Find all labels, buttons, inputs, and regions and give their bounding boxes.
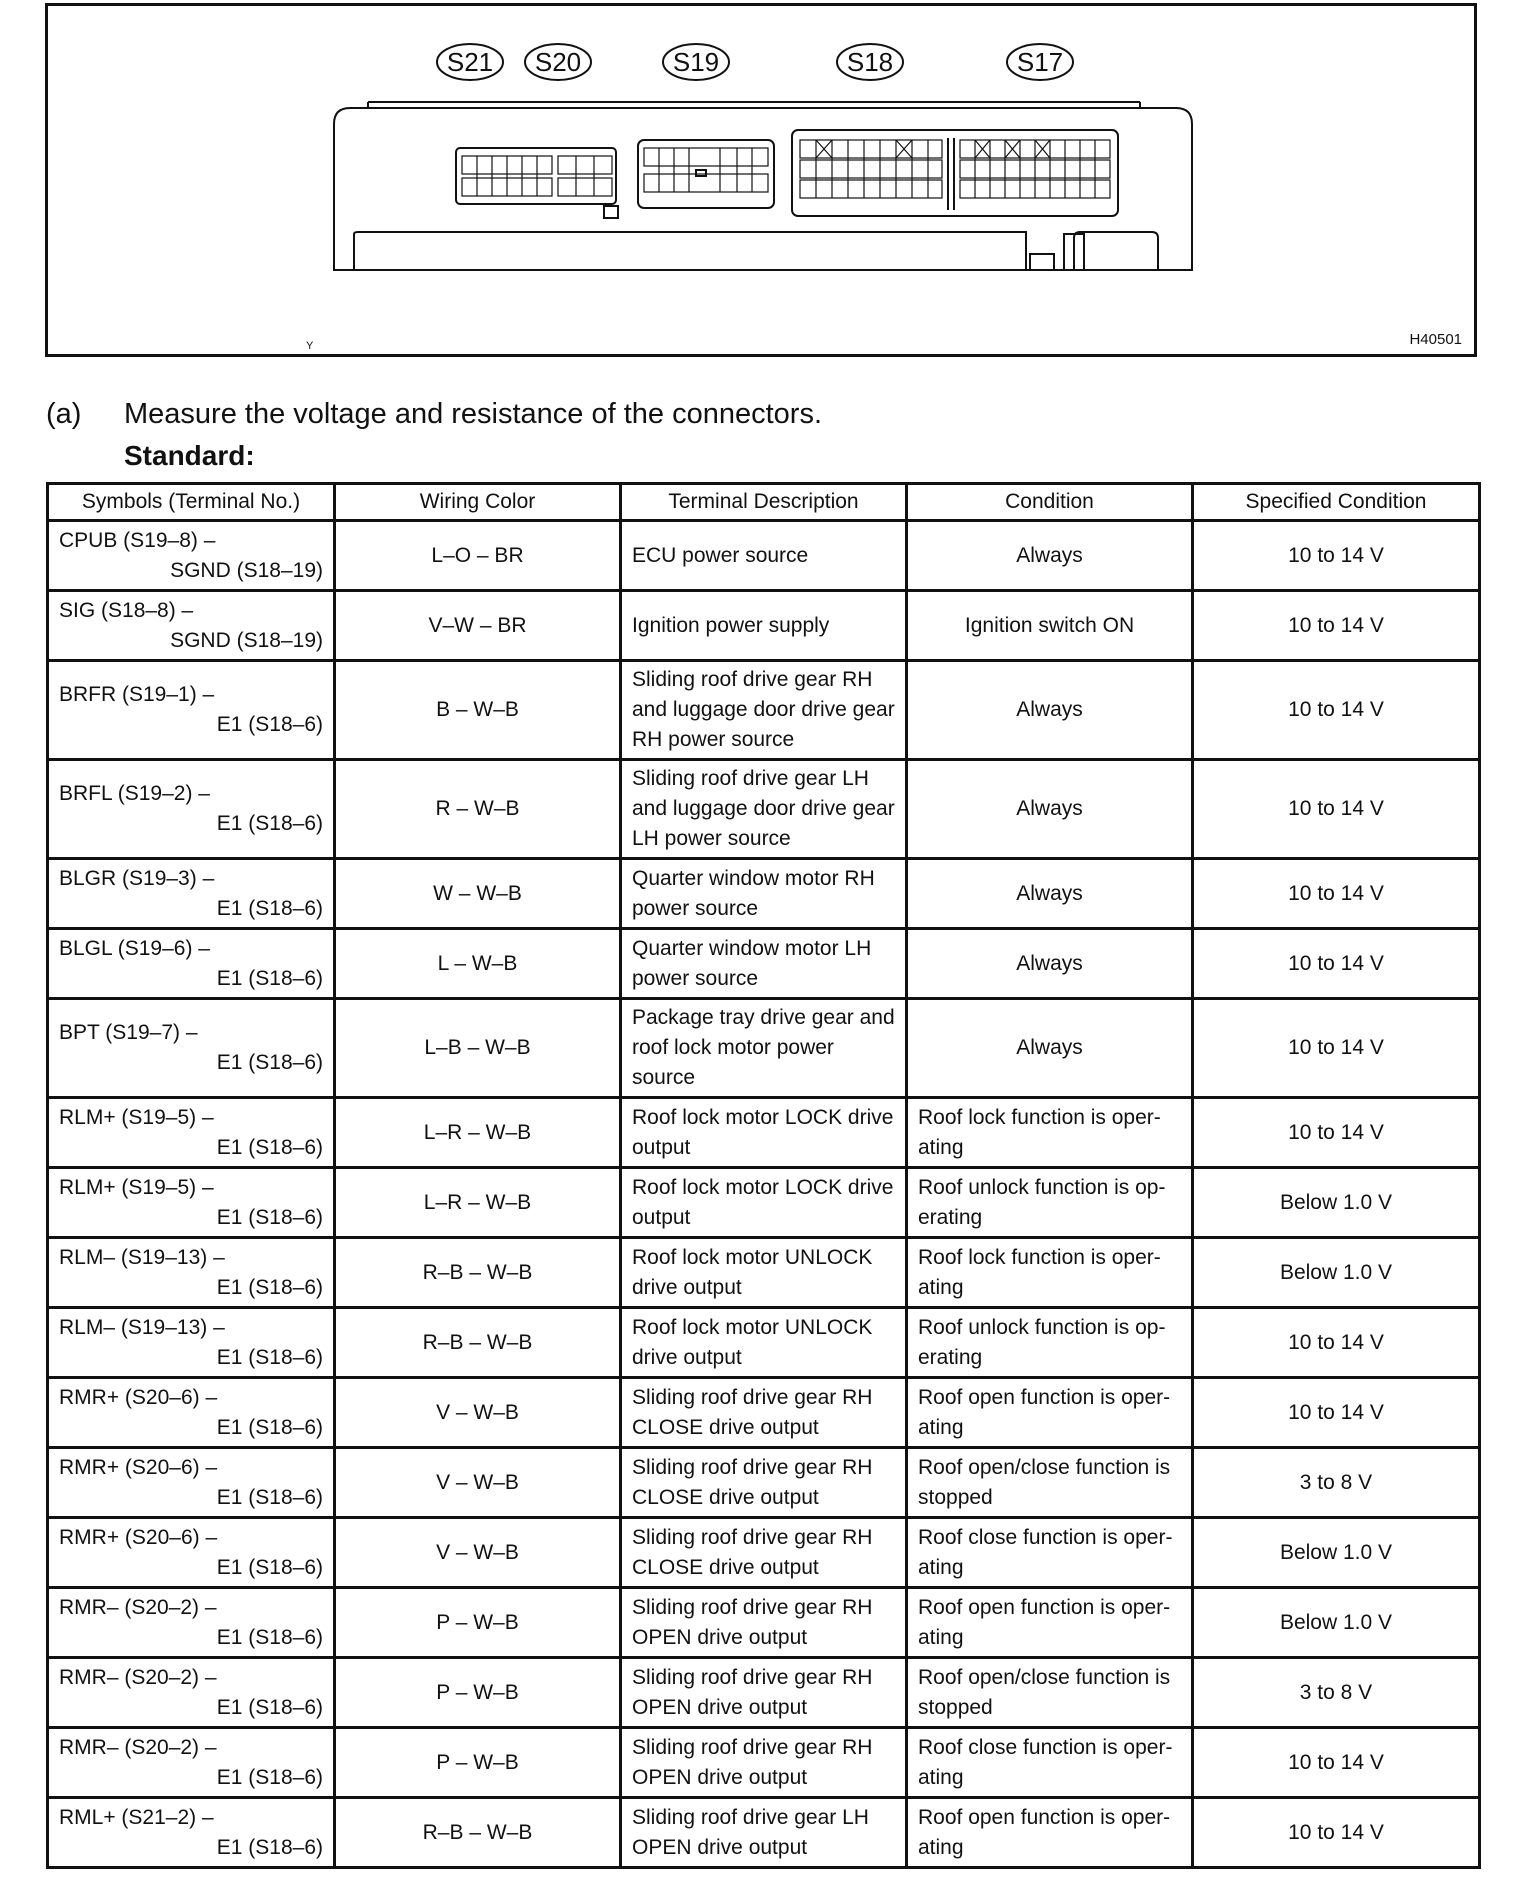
cell-wiring-color: V–W – BR <box>335 591 621 661</box>
symbol-to: E1 (S18–6) <box>216 1835 323 1859</box>
cell-terminal-description: Quarter window motor LH power source <box>621 929 907 999</box>
symbol-from: SIG (S18–8) – <box>59 598 194 622</box>
table-row <box>48 521 1480 591</box>
symbol-to: E1 (S18–6) <box>216 1205 323 1229</box>
table-row <box>48 1308 1480 1378</box>
cell-wiring-color: P – W–B <box>335 1658 621 1728</box>
label-s20: S20 <box>534 47 582 77</box>
cell-condition: Roof open/close function is stopped <box>907 1448 1193 1518</box>
cell-wiring-color: P – W–B <box>335 1728 621 1798</box>
table-row <box>48 760 1480 859</box>
cell-condition: Roof unlock function is op-erating <box>907 1308 1193 1378</box>
header-condition: Condition <box>907 484 1193 521</box>
symbol-from: RMR+ (S20–6) – <box>59 1455 218 1479</box>
cell-symbols <box>48 1168 335 1238</box>
cell-specified-condition: 10 to 14 V <box>1193 661 1480 760</box>
symbol-from: BRFL (S19–2) – <box>59 782 210 805</box>
standard-table <box>46 482 1481 1869</box>
cell-specified-condition: Below 1.0 V <box>1193 1238 1480 1308</box>
symbol-to: E1 (S18–6) <box>216 1135 323 1159</box>
symbol-from: BRFR (S19–1) – <box>59 683 215 706</box>
cell-wiring-color: L–B – W–B <box>335 999 621 1098</box>
cell-symbols <box>48 1518 335 1588</box>
table-row <box>48 1658 1480 1728</box>
cell-symbols <box>48 1448 335 1518</box>
cell-specified-condition: 10 to 14 V <box>1193 1308 1480 1378</box>
cell-specified-condition: 10 to 14 V <box>1193 1378 1480 1448</box>
cell-terminal-description: Sliding roof drive gear RH CLOSE drive output <box>621 1448 907 1518</box>
standard-heading: Standard: <box>124 440 255 471</box>
cell-condition: Always <box>907 661 1193 760</box>
cell-specified-condition: 10 to 14 V <box>1193 591 1480 661</box>
symbol-to: E1 (S18–6) <box>216 1695 323 1719</box>
cell-condition: Roof open function is oper-ating <box>907 1378 1193 1448</box>
label-s17: S17 <box>1016 47 1064 77</box>
cell-terminal-description: Sliding roof drive gear LH and luggage door drive gear LH power source <box>621 760 907 859</box>
cell-terminal-description: Sliding roof drive gear RH OPEN drive output <box>621 1728 907 1798</box>
cell-terminal-description: Roof lock motor UNLOCK drive output <box>621 1308 907 1378</box>
cell-condition: Roof lock function is oper-ating <box>907 1098 1193 1168</box>
cell-terminal-description: Package tray drive gear and roof lock motor power source <box>621 999 907 1098</box>
symbol-to: E1 (S18–6) <box>216 713 323 736</box>
cell-symbols <box>48 1728 335 1798</box>
cell-wiring-color: V – W–B <box>335 1448 621 1518</box>
table-row <box>48 1518 1480 1588</box>
cell-wiring-color: B – W–B <box>335 661 621 760</box>
figure-corner-mark: Y <box>306 340 314 352</box>
symbol-from: BLGR (S19–3) – <box>59 866 215 890</box>
step-text: Measure the voltage and resistance of the connectors. <box>124 398 823 430</box>
cell-wiring-color: R–B – W–B <box>335 1238 621 1308</box>
cell-condition: Roof open function is oper-ating <box>907 1798 1193 1868</box>
cell-condition: Always <box>907 999 1193 1098</box>
symbol-from: RLM– (S19–13) – <box>59 1315 225 1339</box>
cell-condition: Roof close function is oper-ating <box>907 1728 1193 1798</box>
cell-terminal-description: Sliding roof drive gear LH OPEN drive output <box>621 1798 907 1868</box>
table-row <box>48 1798 1480 1868</box>
cell-condition: Always <box>907 521 1193 591</box>
symbol-from: RMR+ (S20–6) – <box>59 1385 218 1409</box>
cell-terminal-description: Roof lock motor UNLOCK drive output <box>621 1238 907 1308</box>
symbol-to: E1 (S18–6) <box>216 966 323 990</box>
symbol-from: BPT (S19–7) – <box>59 1021 198 1044</box>
symbol-from: RLM+ (S19–5) – <box>59 1175 214 1199</box>
cell-specified-condition: 10 to 14 V <box>1193 929 1480 999</box>
cell-condition: Roof close function is oper-ating <box>907 1518 1193 1588</box>
cell-specified-condition: 10 to 14 V <box>1193 1728 1480 1798</box>
cell-condition: Roof lock function is oper-ating <box>907 1238 1193 1308</box>
symbol-from: RMR– (S20–2) – <box>59 1735 217 1759</box>
table-row <box>48 1448 1480 1518</box>
cell-terminal-description: Sliding roof drive gear RH OPEN drive output <box>621 1588 907 1658</box>
cell-symbols <box>48 1798 335 1868</box>
symbol-to: E1 (S18–6) <box>216 1765 323 1789</box>
cell-wiring-color: L–O – BR <box>335 521 621 591</box>
cell-wiring-color: W – W–B <box>335 859 621 929</box>
cell-specified-condition: 10 to 14 V <box>1193 760 1480 859</box>
cell-wiring-color: L–R – W–B <box>335 1168 621 1238</box>
symbol-to: E1 (S18–6) <box>216 812 323 835</box>
header-terminal-description: Terminal Description <box>621 484 907 521</box>
symbol-from: BLGL (S19–6) – <box>59 936 210 960</box>
cell-terminal-description: Roof lock motor LOCK drive output <box>621 1098 907 1168</box>
cell-terminal-description: Sliding roof drive gear RH and luggage door drive gear RH power source <box>621 661 907 760</box>
cell-specified-condition: 3 to 8 V <box>1193 1448 1480 1518</box>
header-symbols: Symbols (Terminal No.) <box>48 484 335 521</box>
cell-wiring-color: L–R – W–B <box>335 1098 621 1168</box>
symbol-from: RLM– (S19–13) – <box>59 1245 225 1269</box>
cell-symbols <box>48 1588 335 1658</box>
label-s18: S18 <box>846 47 894 77</box>
table-row <box>48 1238 1480 1308</box>
cell-terminal-description: Sliding roof drive gear RH CLOSE drive output <box>621 1378 907 1448</box>
symbol-from: RMR– (S20–2) – <box>59 1595 217 1619</box>
cell-specified-condition: Below 1.0 V <box>1193 1168 1480 1238</box>
cell-symbols <box>48 1658 335 1728</box>
cell-specified-condition: 10 to 14 V <box>1193 521 1480 591</box>
table-row <box>48 1168 1480 1238</box>
table-row <box>48 1728 1480 1798</box>
cell-symbols <box>48 521 335 591</box>
table-row <box>48 859 1480 929</box>
symbol-from: RMR+ (S20–6) – <box>59 1525 218 1549</box>
cell-symbols <box>48 1238 335 1308</box>
cell-specified-condition: 10 to 14 V <box>1193 1098 1480 1168</box>
symbol-to: E1 (S18–6) <box>216 896 323 920</box>
cell-symbols <box>48 929 335 999</box>
cell-specified-condition: 10 to 14 V <box>1193 859 1480 929</box>
header-specified-condition: Specified Condition <box>1193 484 1480 521</box>
cell-symbols <box>48 1308 335 1378</box>
symbol-to: E1 (S18–6) <box>216 1625 323 1649</box>
step-label: (a) <box>46 398 82 430</box>
cell-wiring-color: P – W–B <box>335 1588 621 1658</box>
header-wiring-color: Wiring Color <box>335 484 621 521</box>
table-row <box>48 999 1480 1098</box>
table-row <box>48 1098 1480 1168</box>
symbol-to: E1 (S18–6) <box>216 1275 323 1299</box>
cell-condition: Roof unlock function is op-erating <box>907 1168 1193 1238</box>
cell-wiring-color: R–B – W–B <box>335 1798 621 1868</box>
cell-wiring-color: L – W–B <box>335 929 621 999</box>
cell-wiring-color: R – W–B <box>335 760 621 859</box>
cell-terminal-description: Quarter window motor RH power source <box>621 859 907 929</box>
cell-condition: Always <box>907 760 1193 859</box>
cell-symbols <box>48 1098 335 1168</box>
figure-code: H40501 <box>1409 331 1462 348</box>
cell-specified-condition: Below 1.0 V <box>1193 1518 1480 1588</box>
table-row <box>48 929 1480 999</box>
cell-specified-condition: 10 to 14 V <box>1193 999 1480 1098</box>
table-row <box>48 1378 1480 1448</box>
table-row <box>48 591 1480 661</box>
cell-terminal-description: ECU power source <box>621 521 907 591</box>
symbol-from: CPUB (S19–8) – <box>59 528 216 552</box>
table-header-row <box>48 484 1480 521</box>
cell-condition: Always <box>907 859 1193 929</box>
symbol-to: E1 (S18–6) <box>216 1555 323 1579</box>
ecu-connector-diagram <box>48 6 1474 354</box>
cell-condition: Ignition switch ON <box>907 591 1193 661</box>
label-s21: S21 <box>446 47 494 77</box>
symbol-from: RMR– (S20–2) – <box>59 1665 217 1689</box>
cell-condition: Roof open function is oper-ating <box>907 1588 1193 1658</box>
cell-condition: Always <box>907 929 1193 999</box>
symbol-from: RML+ (S21–2) – <box>59 1805 214 1829</box>
cell-terminal-description: Roof lock motor LOCK drive output <box>621 1168 907 1238</box>
symbol-to: SGND (S18–19) <box>170 628 323 652</box>
cell-symbols <box>48 661 335 760</box>
label-s19: S19 <box>672 47 720 77</box>
cell-specified-condition: 3 to 8 V <box>1193 1658 1480 1728</box>
symbol-to: E1 (S18–6) <box>216 1345 323 1369</box>
symbol-from: RLM+ (S19–5) – <box>59 1105 214 1129</box>
cell-symbols <box>48 999 335 1098</box>
cell-terminal-description: Sliding roof drive gear RH OPEN drive output <box>621 1658 907 1728</box>
cell-symbols <box>48 591 335 661</box>
table-row <box>48 1588 1480 1658</box>
cell-wiring-color: V – W–B <box>335 1378 621 1448</box>
cell-wiring-color: R–B – W–B <box>335 1308 621 1378</box>
symbol-to: E1 (S18–6) <box>216 1415 323 1439</box>
cell-symbols <box>48 760 335 859</box>
table-row <box>48 661 1480 760</box>
cell-wiring-color: V – W–B <box>335 1518 621 1588</box>
cell-terminal-description: Ignition power supply <box>621 591 907 661</box>
cell-symbols <box>48 859 335 929</box>
cell-symbols <box>48 1378 335 1448</box>
cell-terminal-description: Sliding roof drive gear RH CLOSE drive output <box>621 1518 907 1588</box>
symbol-to: E1 (S18–6) <box>216 1485 323 1509</box>
symbol-to: E1 (S18–6) <box>216 1051 323 1074</box>
symbol-to: SGND (S18–19) <box>170 558 323 582</box>
cell-condition: Roof open/close function is stopped <box>907 1658 1193 1728</box>
cell-specified-condition: Below 1.0 V <box>1193 1588 1480 1658</box>
cell-specified-condition: 10 to 14 V <box>1193 1798 1480 1868</box>
connector-figure <box>45 3 1477 357</box>
